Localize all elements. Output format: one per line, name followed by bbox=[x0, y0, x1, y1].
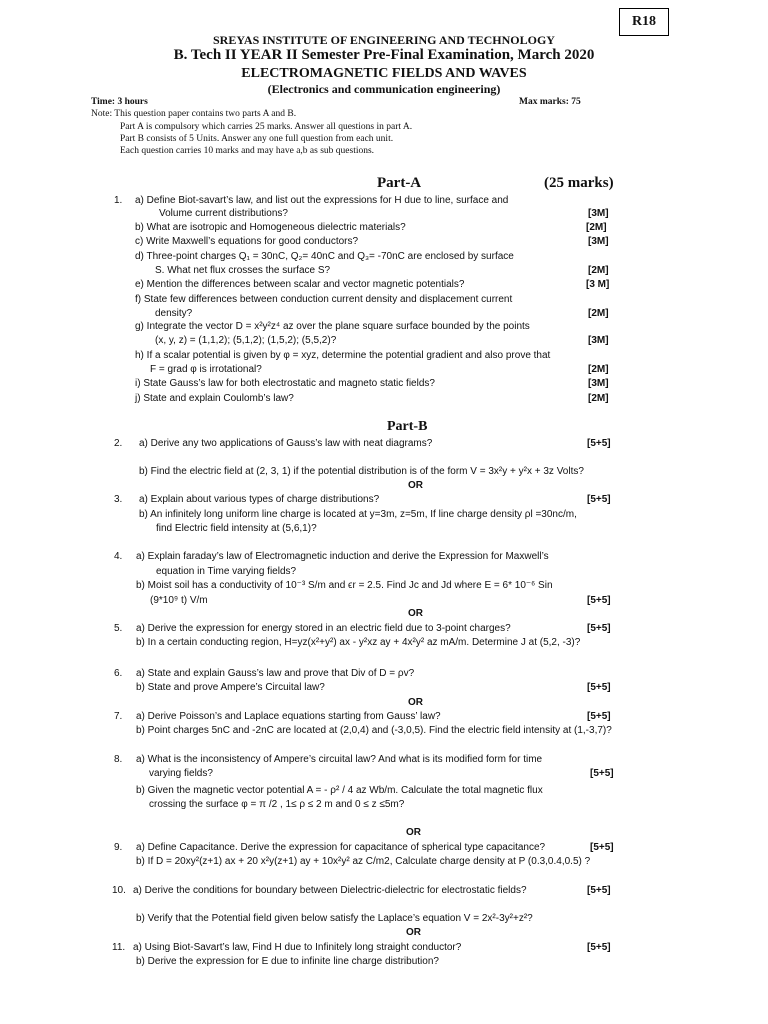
question-5a: a) Derive the expression for energy stored in an electric field due to 3-point charges? bbox=[136, 623, 511, 634]
question-9b: b) If D = 20xy²(z+1) ax + 20 x²y(z+1) ay + 10x²y² az C/m2, Calculate charge density at P (0.3,0.4,0.5) ? bbox=[136, 856, 591, 867]
marks-8: [5+5] bbox=[590, 768, 614, 779]
question-8b: b) Given the magnetic vector potential A = - ρ² / 4 az Wb/m. Calculate the total magnetic flux bbox=[136, 785, 543, 796]
question-7b: b) Point charges 5nC and -2nC are located at (2,0,4) and (-3,0,5). Find the electric field intensity at (1,-3,7)? bbox=[136, 725, 612, 736]
marks-9: [5+5] bbox=[590, 842, 614, 853]
question-1j: j) State and explain Coulomb’s law? bbox=[135, 393, 294, 404]
branch-name: (Electronics and communication engineering) bbox=[267, 82, 501, 96]
note-line-2: Part A is compulsory which carries 25 marks. Answer all questions in part A. bbox=[120, 122, 413, 132]
marks-1i: [3M] bbox=[588, 378, 609, 389]
exam-title: B. Tech II YEAR II Semester Pre-Final Examination, March 2020 bbox=[173, 47, 595, 63]
question-2-number: 2. bbox=[114, 438, 123, 449]
marks-2: [5+5] bbox=[587, 438, 611, 449]
marks-10: [5+5] bbox=[587, 885, 611, 896]
question-1b: b) What are isotropic and Homogeneous dielectric materials? bbox=[135, 222, 406, 233]
question-1e: e) Mention the differences between scalar and vector magnetic potentials? bbox=[135, 279, 465, 290]
question-3b-cont: find Electric field intensity at (5,6,1)? bbox=[156, 523, 317, 534]
question-11a: a) Using Biot-Savart’s law, Find H due to Infinitely long straight conductor? bbox=[133, 942, 462, 953]
or-separator: OR bbox=[408, 697, 423, 708]
part-a-marks: (25 marks) bbox=[544, 175, 614, 191]
marks-1d: [2M] bbox=[588, 265, 609, 276]
question-4b-cont: (9*10⁹ t) V/m bbox=[150, 595, 208, 606]
question-1c: c) Write Maxwell’s equations for good conductors? bbox=[135, 236, 359, 247]
marks-11: [5+5] bbox=[587, 942, 611, 953]
institute-name: SREYAS INSTITUTE OF ENGINEERING AND TECHNOLOGY bbox=[213, 33, 555, 47]
marks-6: [5+5] bbox=[587, 682, 611, 693]
question-5b: b) In a certain conducting region, H=yz(x²+y²) ax - y²xz ay + 4x²y² az mA/m. Determine J at (5,2, -3)? bbox=[136, 637, 581, 648]
question-8a-cont: varying fields? bbox=[149, 768, 213, 779]
question-6b: b) State and prove Ampere’s Circuital law? bbox=[136, 682, 325, 693]
question-1i: i) State Gauss’s law for both electrostatic and magneto static fields? bbox=[135, 378, 435, 389]
question-7a: a) Derive Poisson’s and Laplace equations starting from Gauss’ law? bbox=[136, 711, 441, 722]
question-9-number: 9. bbox=[114, 842, 123, 853]
question-6-number: 6. bbox=[114, 668, 123, 679]
marks-1a: [3M] bbox=[588, 208, 609, 219]
note-line-3: Part B consists of 5 Units. Answer any one full question from each unit. bbox=[120, 134, 394, 144]
marks-1b: [2M] bbox=[586, 222, 607, 233]
question-1g-cont: (x, y, z) = (1,1,2); (5,1,2); (1,5,2); (5,5,2)? bbox=[155, 335, 337, 346]
marks-7: [5+5] bbox=[587, 711, 611, 722]
question-1a: a) Define Biot-savart’s law, and list out the expressions for H due to line, surface and bbox=[135, 195, 509, 206]
part-a-title: Part-A bbox=[377, 175, 422, 191]
part-b-title: Part-B bbox=[387, 419, 428, 434]
marks-1e: [3 M] bbox=[586, 279, 610, 290]
question-1f: f) State few differences between conduction current density and displacement current bbox=[135, 294, 513, 305]
note-line-4: Each question carries 10 marks and may have a,b as sub questions. bbox=[120, 146, 375, 156]
question-number: 1. bbox=[114, 195, 123, 206]
question-4a: a) Explain faraday’s law of Electromagnetic induction and derive the Expression for Maxwell’s bbox=[136, 551, 549, 562]
regulation-code: R18 bbox=[619, 8, 669, 36]
marks-1g: [3M] bbox=[588, 335, 609, 346]
question-4-number: 4. bbox=[114, 551, 123, 562]
subject-title: ELECTROMAGNETIC FIELDS AND WAVES bbox=[241, 66, 527, 81]
question-8b-cont: crossing the surface φ = π /2 , 1≤ ρ ≤ 2 m and 0 ≤ z ≤5m? bbox=[149, 799, 405, 810]
question-10b: b) Verify that the Potential field given below satisfy the Laplace’s equation V = 2x²-3y²+z²? bbox=[136, 913, 533, 924]
question-2b: b) Find the electric field at (2, 3, 1) if the potential distribution is of the form V = 3x²y + y²x + 3z Volts? bbox=[139, 466, 584, 477]
marks-1h: [2M] bbox=[588, 364, 609, 375]
question-10-number: 10. bbox=[112, 885, 126, 896]
question-3-number: 3. bbox=[114, 494, 123, 505]
or-separator: OR bbox=[406, 927, 421, 938]
question-11b: b) Derive the expression for E due to infinite line charge distribution? bbox=[136, 956, 439, 967]
question-4a-cont: equation in Time varying fields? bbox=[156, 566, 297, 577]
marks-1j: [2M] bbox=[588, 393, 609, 404]
question-1a-cont: Volume current distributions? bbox=[159, 208, 288, 219]
question-10a: a) Derive the conditions for boundary between Dielectric-dielectric for electrostatic fields? bbox=[133, 885, 527, 896]
time-label: Time: 3 hours bbox=[91, 97, 148, 107]
question-9a: a) Define Capacitance. Derive the expression for capacitance of spherical type capacitance? bbox=[136, 842, 546, 853]
question-3a: a) Explain about various types of charge distributions? bbox=[139, 494, 380, 505]
marks-1f: [2M] bbox=[588, 308, 609, 319]
question-1f-cont: density? bbox=[155, 308, 193, 319]
question-11-number: 11. bbox=[112, 942, 126, 953]
question-2a: a) Derive any two applications of Gauss’s law with neat diagrams? bbox=[139, 438, 433, 449]
question-1h-cont: F = grad φ is irrotational? bbox=[150, 364, 262, 375]
question-4b: b) Moist soil has a conductivity of 10⁻³ S/m and ϵr = 2.5. Find Jc and Jd where E = 6* 10⁻⁶ Sin bbox=[136, 580, 553, 591]
question-8-number: 8. bbox=[114, 754, 123, 765]
question-1d: d) Three-point charges Q₁ = 30nC, Q₂= 40nC and Q₃= -70nC are enclosed by surface bbox=[135, 251, 514, 262]
max-marks-label: Max marks: 75 bbox=[519, 97, 581, 107]
marks-5: [5+5] bbox=[587, 623, 611, 634]
marks-1c: [3M] bbox=[588, 236, 609, 247]
marks-3: [5+5] bbox=[587, 494, 611, 505]
question-1d-cont: S. What net flux crosses the surface S? bbox=[155, 265, 331, 276]
or-separator: OR bbox=[408, 480, 423, 491]
question-5-number: 5. bbox=[114, 623, 123, 634]
question-3b: b) An infinitely long uniform line charge is located at y=3m, z=5m, If line charge density ρl =30nc/m, bbox=[139, 509, 577, 520]
or-separator: OR bbox=[406, 827, 421, 838]
question-1g: g) Integrate the vector D = x²y²z⁴ az over the plane square surface bounded by the points bbox=[135, 321, 530, 332]
question-8a: a) What is the inconsistency of Ampere’s circuital law? And what is its modified form for time bbox=[136, 754, 543, 765]
question-1h: h) If a scalar potential is given by φ = xyz, determine the potential gradient and also prove that bbox=[135, 350, 551, 361]
or-separator: OR bbox=[408, 608, 423, 619]
question-6a: a) State and explain Gauss’s law and prove that Div of D = ρv? bbox=[136, 668, 415, 679]
question-7-number: 7. bbox=[114, 711, 123, 722]
note-line-1: Note: This question paper contains two parts A and B. bbox=[91, 109, 297, 119]
marks-4: [5+5] bbox=[587, 595, 611, 606]
